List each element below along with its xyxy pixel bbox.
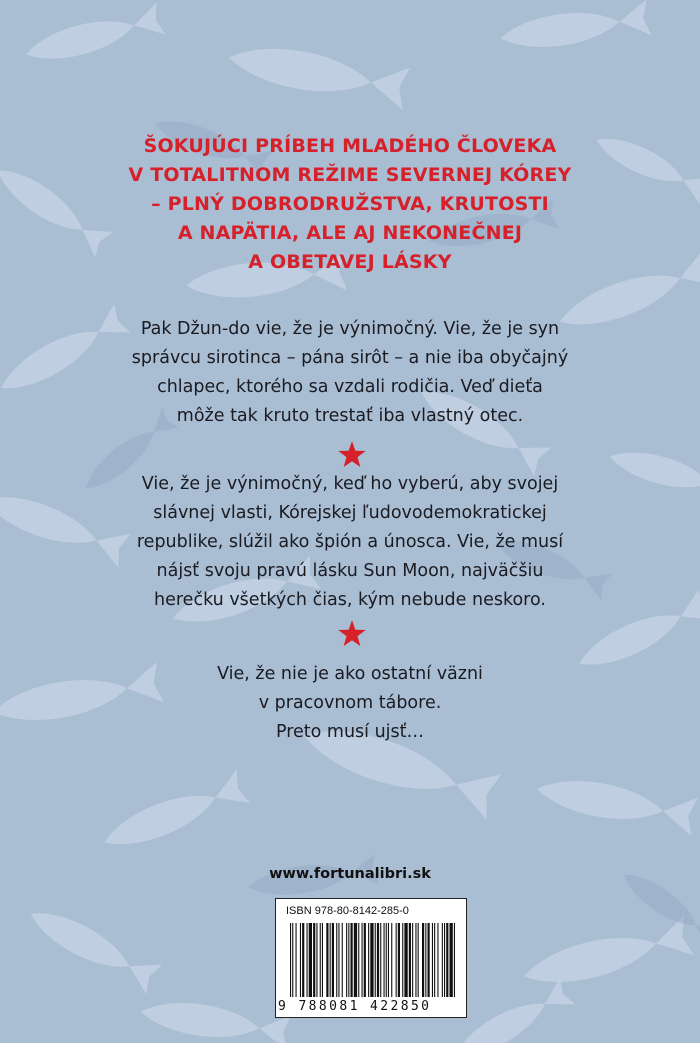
barcode-bar xyxy=(422,923,424,997)
barcode-bar xyxy=(292,923,293,997)
paragraph-line: v pracovnom tábore. xyxy=(258,693,442,713)
blurb-headline xyxy=(90,132,610,277)
paragraph-line: správcu sirotinca – pána sirôt – a nie iba obyčajný xyxy=(131,348,569,368)
paragraph-line: chlapec, ktorého sa vzdali rodičia. Veď dieťa xyxy=(157,377,543,397)
barcode-bar xyxy=(384,923,385,997)
blurb-paragraph-3 xyxy=(60,660,640,747)
barcode-bars xyxy=(288,923,458,997)
barcode-bar xyxy=(362,923,363,997)
barcode-bar xyxy=(290,923,291,997)
barcode-bar xyxy=(418,923,419,997)
barcode-bar xyxy=(307,923,308,997)
headline-line: ŠOKUJÚCI PRÍBEH MLADÉHO ČLOVEKA xyxy=(143,135,557,157)
paragraph-line: nájsť svoju pravú lásku Sun Moon, najväčšiu xyxy=(156,561,544,581)
barcode-bar xyxy=(454,923,455,997)
barcode-bar xyxy=(409,923,411,997)
headline-line: A OBETAVEJ LÁSKY xyxy=(248,251,452,273)
barcode-bar xyxy=(300,923,301,997)
barcode-bar xyxy=(380,923,381,997)
barcode-bar xyxy=(388,923,389,997)
barcode-bar xyxy=(444,923,445,997)
barcode-bar xyxy=(368,923,369,997)
publisher-website: www.fortunalibri.sk xyxy=(269,866,431,882)
barcode-bar xyxy=(432,923,433,997)
barcode-bar xyxy=(320,923,321,997)
barcode-bar xyxy=(296,923,297,997)
barcode-bar xyxy=(354,923,357,997)
barcode-bar xyxy=(338,923,339,997)
barcode-bar xyxy=(425,923,426,997)
barcode-bar xyxy=(332,923,334,997)
barcode-digits: 9 788081 422850 xyxy=(278,999,432,1014)
barcode-bar xyxy=(375,923,376,997)
paragraph-line: Vie, že je výnimočný, keď ho vyberú, aby svojej xyxy=(141,474,559,494)
barcode-bar xyxy=(446,923,448,997)
barcode-bar xyxy=(391,923,392,997)
star-icon xyxy=(338,620,366,647)
barcode-bar xyxy=(313,923,315,997)
barcode-bar xyxy=(437,923,438,997)
paragraph-line: slávnej vlasti, Kórejskej ľudovodemokratickej xyxy=(153,503,547,523)
barcode-bar xyxy=(398,923,400,997)
barcode-bar xyxy=(346,923,347,997)
barcode-bar xyxy=(358,923,359,997)
barcode-bar xyxy=(386,923,387,997)
barcode-bar xyxy=(364,923,366,997)
barcode-bar xyxy=(309,923,312,997)
blurb-paragraph-2 xyxy=(60,470,640,615)
barcode-bar xyxy=(351,923,353,997)
barcode-bar xyxy=(450,923,453,997)
barcode-bar xyxy=(412,923,413,997)
paragraph-line: Vie, že nie je ako ostatní väzni xyxy=(217,664,483,684)
isbn-label: ISBN 978-80-8142-285-0 xyxy=(286,905,409,917)
barcode-bar xyxy=(330,923,331,997)
barcode-bar xyxy=(336,923,337,997)
barcode-bar xyxy=(316,923,317,997)
barcode-bar xyxy=(326,923,328,997)
barcode-bar xyxy=(434,923,435,997)
blurb-paragraph-1 xyxy=(60,315,640,431)
barcode-bar xyxy=(404,923,407,997)
barcode-bar xyxy=(302,923,304,997)
barcode-bar xyxy=(402,923,403,997)
barcode-bar xyxy=(348,923,349,997)
isbn-barcode xyxy=(275,898,467,1018)
paragraph-line: môže tak kruto trestať iba vlastný otec. xyxy=(176,406,524,426)
paragraph-line: Preto musí ujsť… xyxy=(275,722,425,742)
paragraph-line: Pak Džun-do vie, že je výnimočný. Vie, že je syn xyxy=(140,319,560,339)
barcode-bar xyxy=(442,923,443,997)
paragraph-line: herečku všetkých čias, kým nebude neskoro. xyxy=(154,590,546,610)
barcode-bar xyxy=(415,923,416,997)
paragraph-line: republike, slúžil ako špión a únosca. Vie, že musí xyxy=(136,532,564,552)
barcode-bar xyxy=(396,923,397,997)
star-icon xyxy=(338,441,366,468)
barcode-bar xyxy=(370,923,373,997)
barcode-bar xyxy=(377,923,379,997)
barcode-bar xyxy=(428,923,430,997)
headline-line: – PLNÝ DOBRODRUŽSTVA, KRUTOSTI xyxy=(151,193,549,215)
barcode-bar xyxy=(342,923,343,997)
barcode-bar xyxy=(322,923,323,997)
headline-line: V TOTALITNOM REŽIME SEVERNEJ KÓREY xyxy=(128,164,572,186)
headline-line: A NAPÄTIA, ALE AJ NEKONEČNEJ xyxy=(177,222,523,244)
